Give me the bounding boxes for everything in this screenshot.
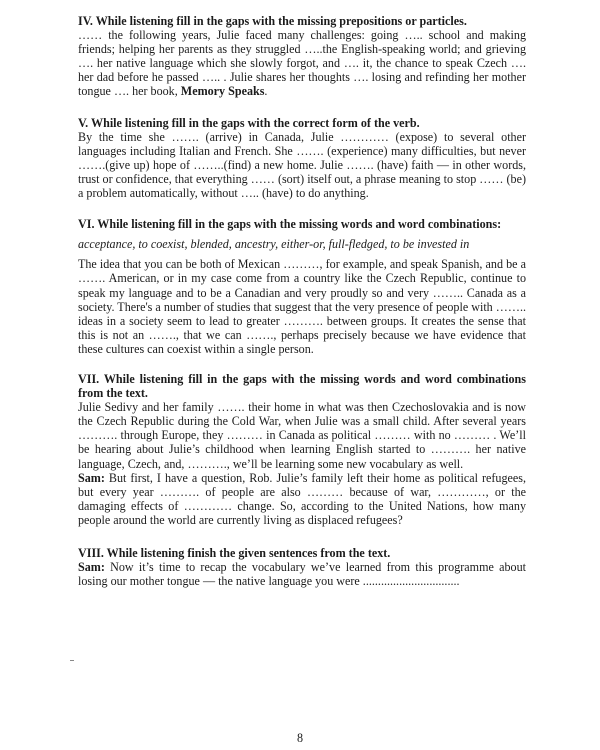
section-text-tail: . [264,84,268,99]
section-text: By the time she ……. (arrive) in Canada, Julie ………… (expose) to several other languages including Italian and French. She ……. (experience) many difficulties, but never …….(give up) hope of ……..(find) a new home. Julie ……. (have) faith — in other words, trust or confidence, that everything …… (sort) itself out, a phrase meaning to stop …… (be) a problem automatically, without ….. (have) to do anything. [78,129,526,201]
worksheet-page [78,14,526,605]
dialogue-line [78,471,526,527]
section-iv [78,14,526,99]
page-number: 8 [296,731,304,745]
section-text: Julie Sedivy and her family ……. their home in what was then Czechoslovakia and is now the Czech Republic during the Cold War, when Julie was a small child. After several years ………. through Europe, they ……… in Canada as political ……… with no ……… . We’ll be hearing about Julie’s childhood when learning English started to ………. her native language, Czech, and, ………., we’ll be learning some new vocabulary as well. [78,400,526,471]
margin-mark [70,660,74,661]
dialogue-line [78,560,526,588]
section-heading: IV. While listening fill in the gaps with the missing prepositions or particles. [78,14,467,28]
section-heading: V. While listening fill in the gaps with the correct form of the verb. [78,115,420,130]
section-text-body: …… the following years, Julie faced many challenges: going ….. school and making friends; helping her parents as they struggled …..the English-speaking world; and grieving …. her native language which she slowly forgot, and …. it, the chance to speak Czech …. her dad before he passed ….. . Julie shares her thoughts …. losing and refinding her mother tongue …. her book, [78,28,526,99]
section-viii [78,546,526,588]
section-heading: VII. While listening fill in the gaps with the missing words and word combinations from the text. [78,371,526,401]
speaker-label: Sam: [78,560,105,575]
section-vii [78,372,526,527]
section-heading: VIII. While listening finish the given sentences from the text. [78,546,391,560]
book-title: Memory Speaks [180,84,265,99]
section-v [78,116,526,201]
dialogue-text: But first, I have a question, Rob. Julie’s family left their home as political refugees, but every year ………. of people are also ……… because of war, …………, or the damaging effects of ………… change. So, according to the United Nations, how many people around the world are currently living as displaced refugees? [78,470,526,527]
section-text [78,28,526,98]
dialogue-text: Now it’s time to recap the vocabulary we’ve learned from this programme about losing our mother tongue — the native language you were ................................ [78,560,526,589]
section-vi [78,217,526,356]
section-heading: VI. While listening fill in the gaps with the missing words and word combinations: [78,217,502,232]
speaker-label: Sam: [78,470,105,485]
word-list: acceptance, to coexist, blended, ancestry, either-or, full-fledged, to be invested in [78,237,470,252]
section-text: The idea that you can be both of Mexican ………, for example, and speak Spanish, and be a ……. American, or in my case come from a country like the Czech Republic, continue to speak my language and to be a Canadian and very proudly so and very …….. Canada as a society. There's a number of studies that suggest that the very presence of people with …….. ideas in a society seem to lead to greater ………. between groups. It creates the sense that this is not an ……., that we can ……., perhaps precisely because we have evidence that these cultures can coexist within a single person. [78,257,526,356]
